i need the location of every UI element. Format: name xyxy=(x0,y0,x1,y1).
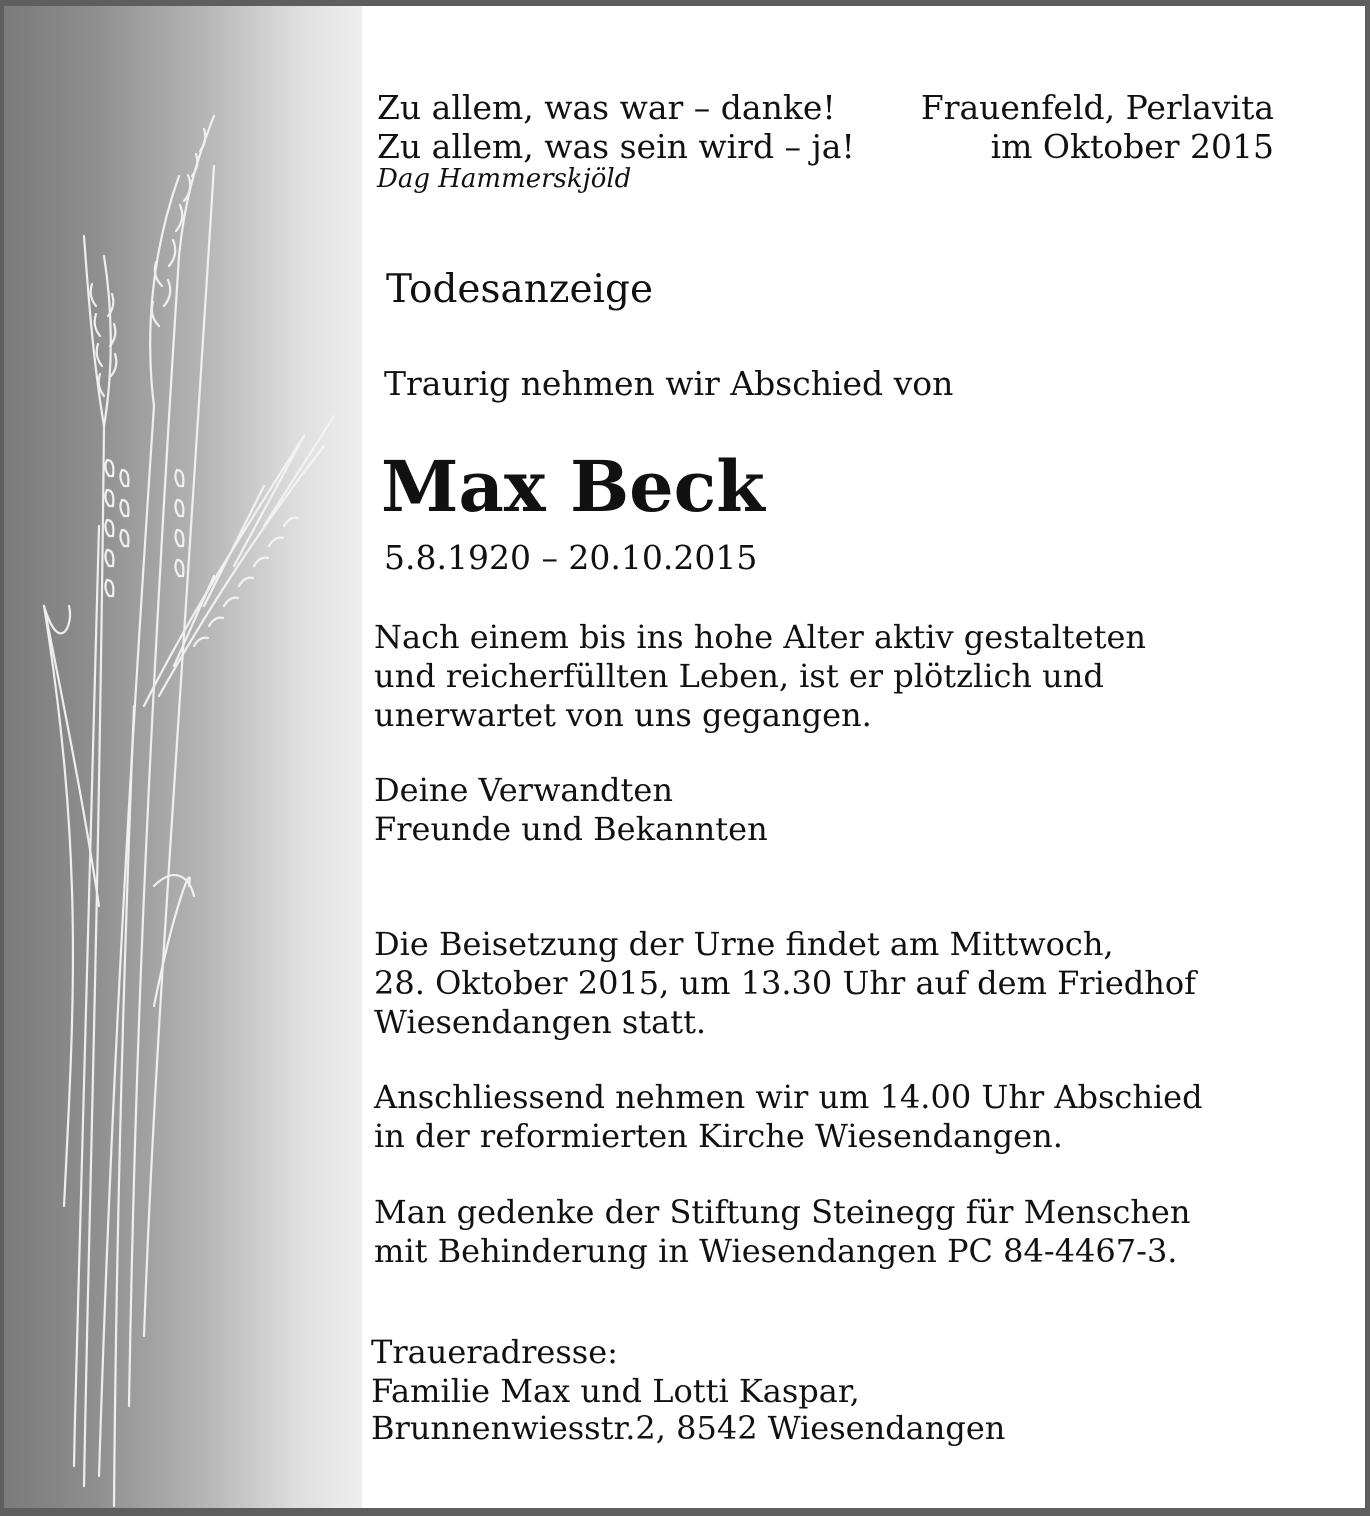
place-line-1: Frauenfeld, Perlavita xyxy=(920,88,1274,127)
paragraph-mourners: Deine Verwandten Freunde und Bekannten xyxy=(374,771,768,848)
decorative-side-panel xyxy=(4,6,362,1508)
place-line-2: im Oktober 2015 xyxy=(990,127,1274,166)
address-label: Traueradresse: xyxy=(371,1333,618,1371)
address-line-2: Brunnenwiesstr.2, 8542 Wiesendangen xyxy=(371,1409,1006,1447)
quote-line-1: Zu allem, was war – danke! xyxy=(377,88,836,127)
notice-heading: Todesanzeige xyxy=(386,267,654,312)
deceased-name: Max Beck xyxy=(381,445,765,528)
paragraph-farewell: Anschliessend nehmen wir um 14.00 Uhr Abschied in der reformierten Kirche Wiesendangen. xyxy=(374,1078,1203,1155)
quote-author: Dag Hammerskjöld xyxy=(377,164,632,194)
life-dates: 5.8.1920 – 20.10.2015 xyxy=(384,538,758,577)
paragraph-life: Nach einem bis ins hohe Alter aktiv gestalteten und reicherfüllten Leben, ist er plötzlich und unerwartet von uns gegangen. xyxy=(374,618,1146,734)
quote-line-2: Zu allem, was sein wird – ja! xyxy=(377,127,855,166)
paragraph-donation: Man gedenke der Stiftung Steinegg für Menschen mit Behinderung in Wiesendangen PC 84-4467-3. xyxy=(374,1193,1191,1270)
intro-text: Traurig nehmen wir Abschied von xyxy=(384,364,954,403)
wheat-ears-icon xyxy=(4,6,362,1508)
paragraph-burial: Die Beisetzung der Urne findet am Mittwoch, 28. Oktober 2015, um 13.30 Uhr auf dem Friedhof Wiesendangen statt. xyxy=(374,925,1196,1041)
address-line-1: Familie Max und Lotti Kaspar, xyxy=(371,1372,860,1410)
